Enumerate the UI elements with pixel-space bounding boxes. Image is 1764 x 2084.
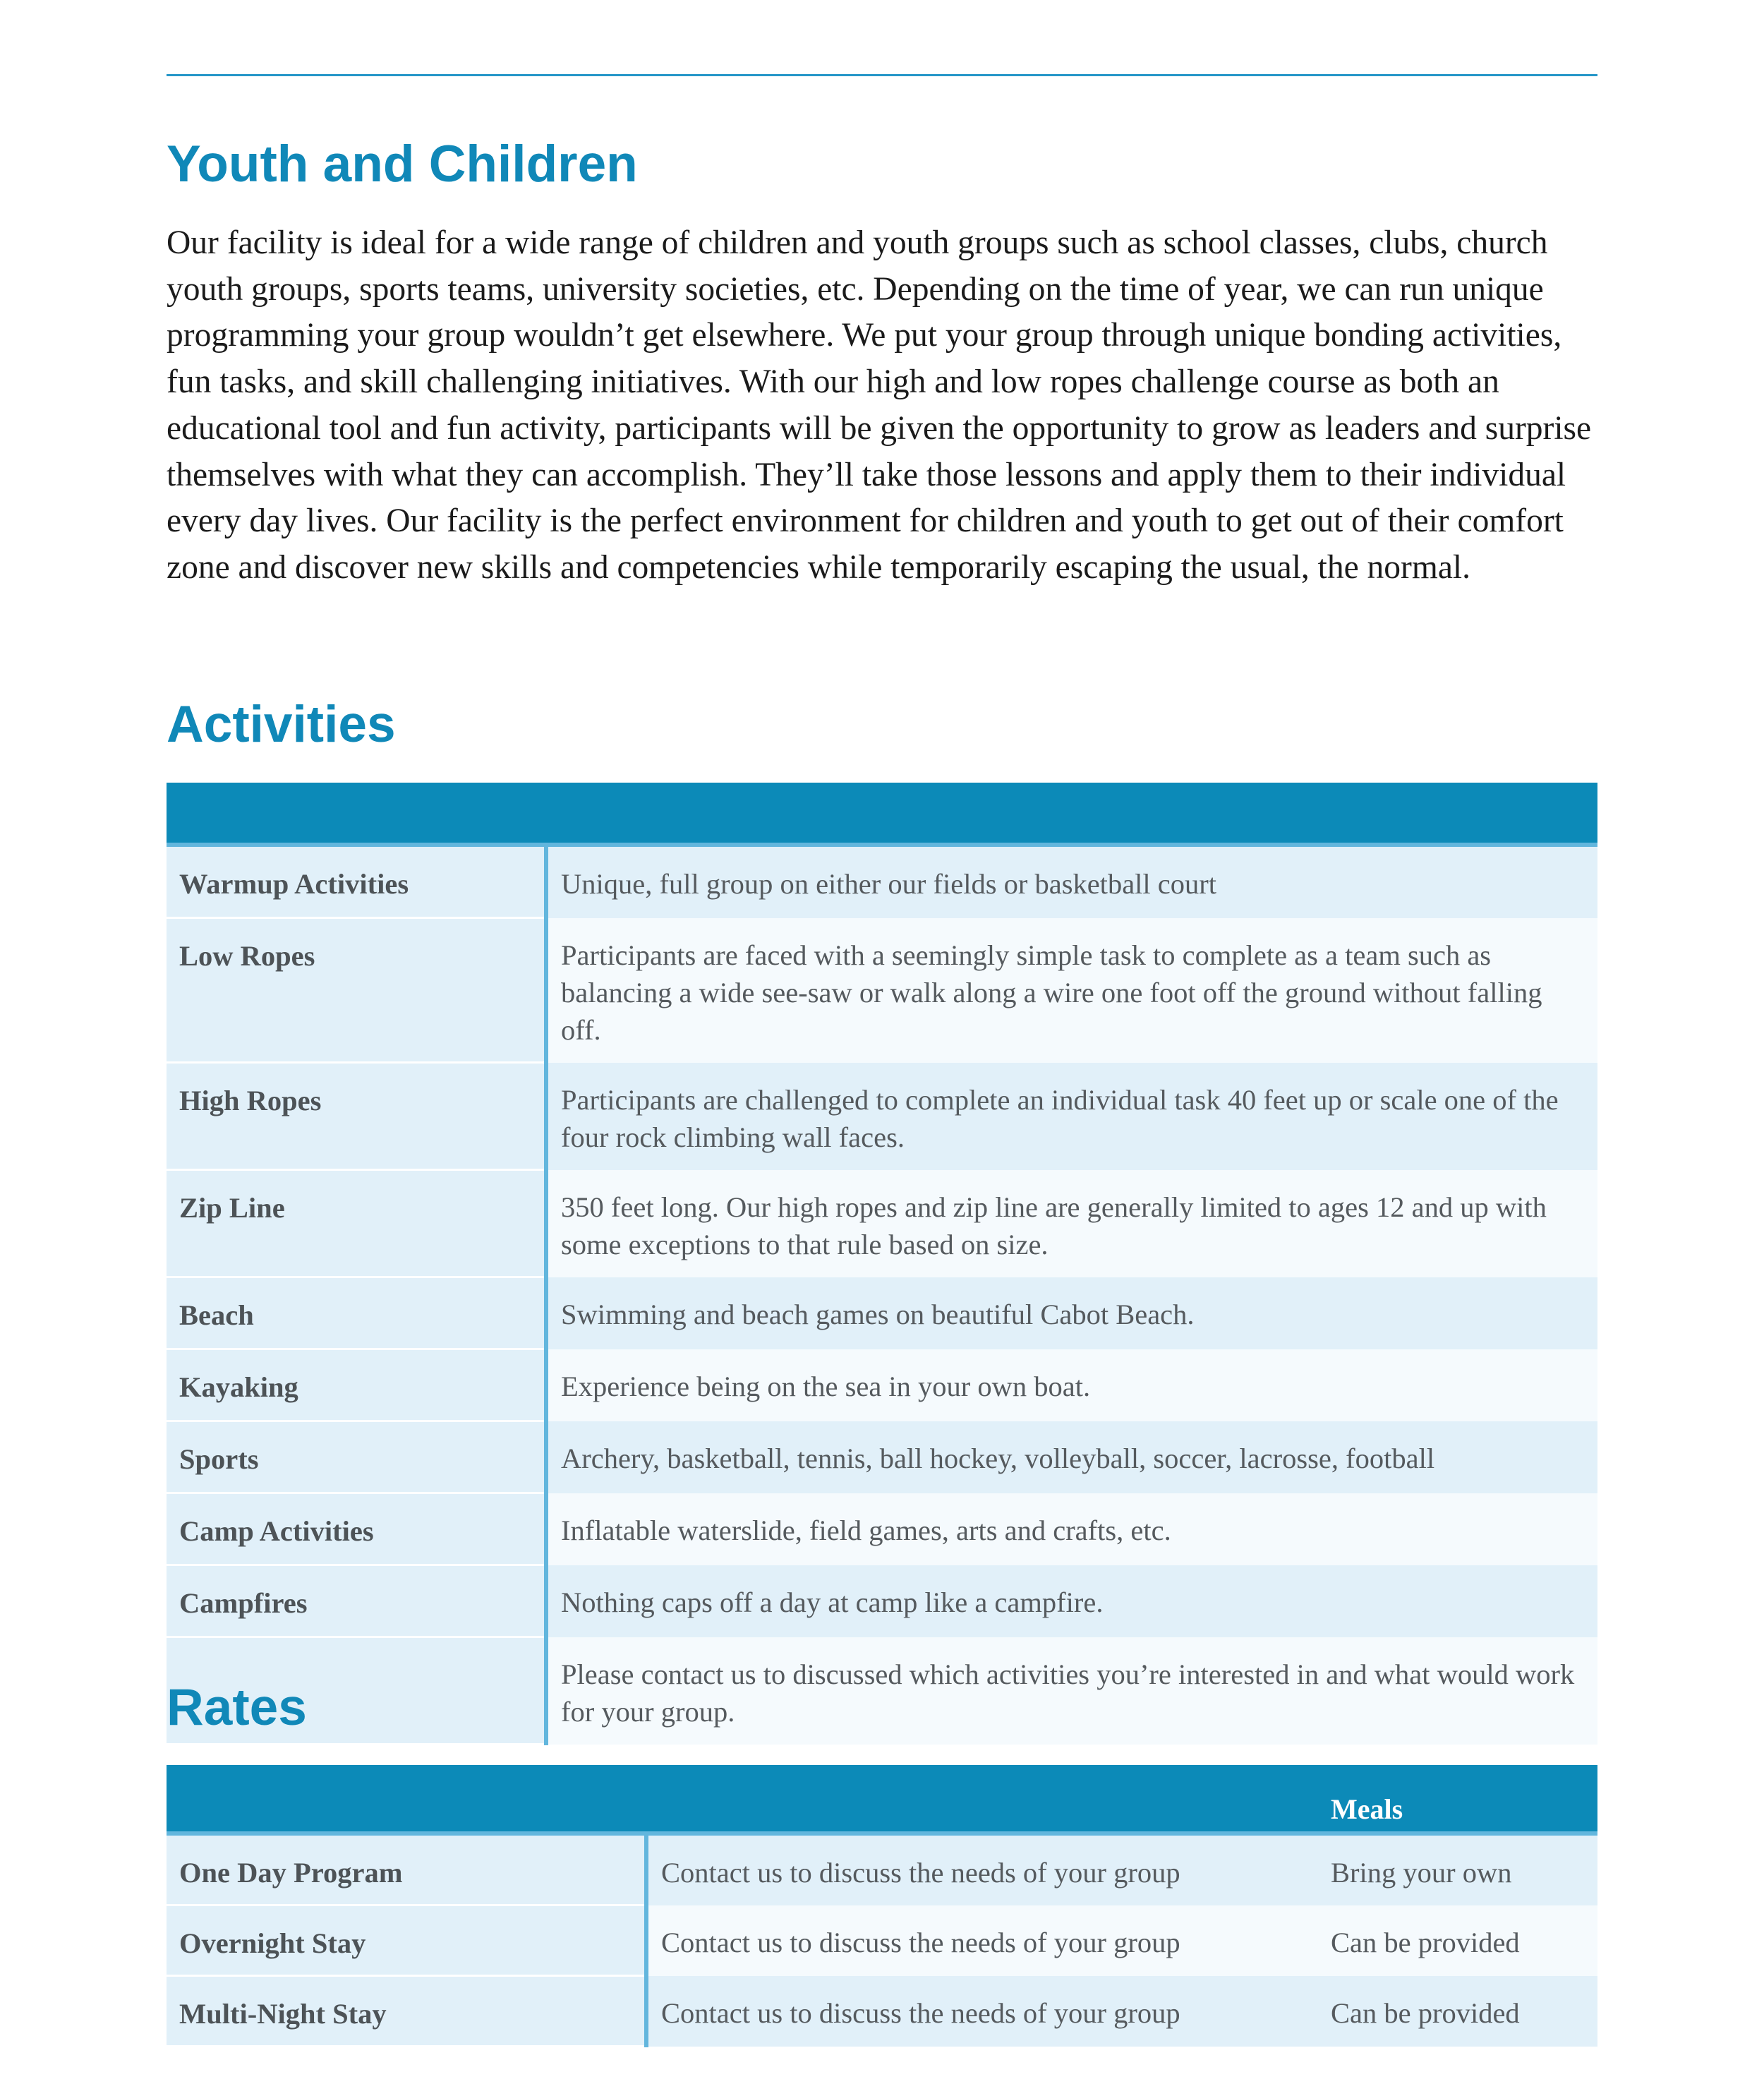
program-rate: Contact us to discuss the needs of your group bbox=[646, 1905, 1318, 1976]
activity-name: Zip Line bbox=[167, 1170, 546, 1277]
table-row bbox=[167, 1063, 1597, 1170]
program-rate: Contact us to discuss the needs of your group bbox=[646, 1976, 1318, 2047]
activities-table bbox=[167, 783, 1597, 1745]
activities-header-cell bbox=[167, 783, 546, 845]
activity-description: Unique, full group on either our fields or basketball court bbox=[546, 845, 1597, 918]
activity-description: Archery, basketball, tennis, ball hockey, volleyball, soccer, lacrosse, football bbox=[546, 1421, 1597, 1493]
activity-name: Campfires bbox=[167, 1565, 546, 1637]
table-row bbox=[167, 1833, 1597, 1905]
activity-name: Low Ropes bbox=[167, 918, 546, 1063]
activity-name: Kayaking bbox=[167, 1349, 546, 1421]
youth-heading: Youth and Children bbox=[167, 135, 638, 193]
youth-paragraph: Our facility is ideal for a wide range of children and youth groups such as school classes, clubs, church youth groups, sports teams, university societies, etc. Depending on the time of year, we can run unique programming your group wouldn’t get elsewhere. We put your group through unique bonding activities, fun tasks, and skill challenging initiatives. With our high and low ropes challenge course as both an educational tool and fun activity, participants will be given the opportunity to grow as leaders and surprise themselves with what they can accomplish. They’ll take those lessons and apply them to their individual every day lives. Our facility is the perfect environment for children and youth to get out of their comfort zone and discover new skills and competencies while temporarily escaping the usual, the normal. bbox=[167, 224, 1592, 586]
program-rate: Contact us to discuss the needs of your group bbox=[646, 1833, 1318, 1905]
activity-description: Please contact us to discussed which activities you’re interested in and what would work for your group. bbox=[546, 1637, 1597, 1745]
table-row bbox=[167, 1170, 1597, 1277]
program-meals: Can be provided bbox=[1318, 1905, 1597, 1976]
table-row bbox=[167, 1637, 1597, 1745]
activity-description: Participants are challenged to complete an individual task 40 feet up or scale one of the four rock climbing wall faces. bbox=[546, 1063, 1597, 1170]
activities-header-row bbox=[167, 783, 1597, 845]
activity-description: 350 feet long. Our high ropes and zip line are generally limited to ages 12 and up with some exceptions to that rule based on size. bbox=[546, 1170, 1597, 1277]
rates-heading: Rates bbox=[167, 1679, 307, 1736]
youth-intro bbox=[167, 220, 1606, 591]
activity-description: Swimming and beach games on beautiful Cabot Beach. bbox=[546, 1277, 1597, 1349]
activity-description: Inflatable waterslide, field games, arts and crafts, etc. bbox=[546, 1493, 1597, 1565]
activity-name: Sports bbox=[167, 1421, 546, 1493]
table-row bbox=[167, 1905, 1597, 1976]
program-meals: Bring your own bbox=[1318, 1833, 1597, 1905]
top-rule bbox=[167, 74, 1597, 76]
activity-description: Participants are faced with a seemingly simple task to complete as a team such as balancing a wide see-saw or walk along a wire one foot off the ground without falling off. bbox=[546, 918, 1597, 1063]
rates-table bbox=[167, 1765, 1597, 2047]
program-meals: Can be provided bbox=[1318, 1976, 1597, 2047]
program-name: One Day Program bbox=[167, 1833, 646, 1905]
table-row bbox=[167, 1277, 1597, 1349]
table-row bbox=[167, 918, 1597, 1063]
rates-header-cell bbox=[167, 1765, 646, 1833]
activity-name: Camp Activities bbox=[167, 1493, 546, 1565]
table-row bbox=[167, 845, 1597, 918]
rates-header-cell bbox=[646, 1765, 1318, 1833]
activity-description: Experience being on the sea in your own boat. bbox=[546, 1349, 1597, 1421]
activities-heading: Activities bbox=[167, 696, 396, 753]
table-row bbox=[167, 1421, 1597, 1493]
rates-header-meals: Meals bbox=[1318, 1765, 1597, 1833]
table-row bbox=[167, 1976, 1597, 2047]
activity-name: Beach bbox=[167, 1277, 546, 1349]
table-row bbox=[167, 1565, 1597, 1637]
activity-description: Nothing caps off a day at camp like a campfire. bbox=[546, 1565, 1597, 1637]
table-row bbox=[167, 1493, 1597, 1565]
program-name: Overnight Stay bbox=[167, 1905, 646, 1976]
activity-name: Warmup Activities bbox=[167, 845, 546, 918]
program-name: Multi-Night Stay bbox=[167, 1976, 646, 2047]
table-row bbox=[167, 1349, 1597, 1421]
activity-name: High Ropes bbox=[167, 1063, 546, 1170]
rates-header-row bbox=[167, 1765, 1597, 1833]
activities-header-cell bbox=[546, 783, 1597, 845]
